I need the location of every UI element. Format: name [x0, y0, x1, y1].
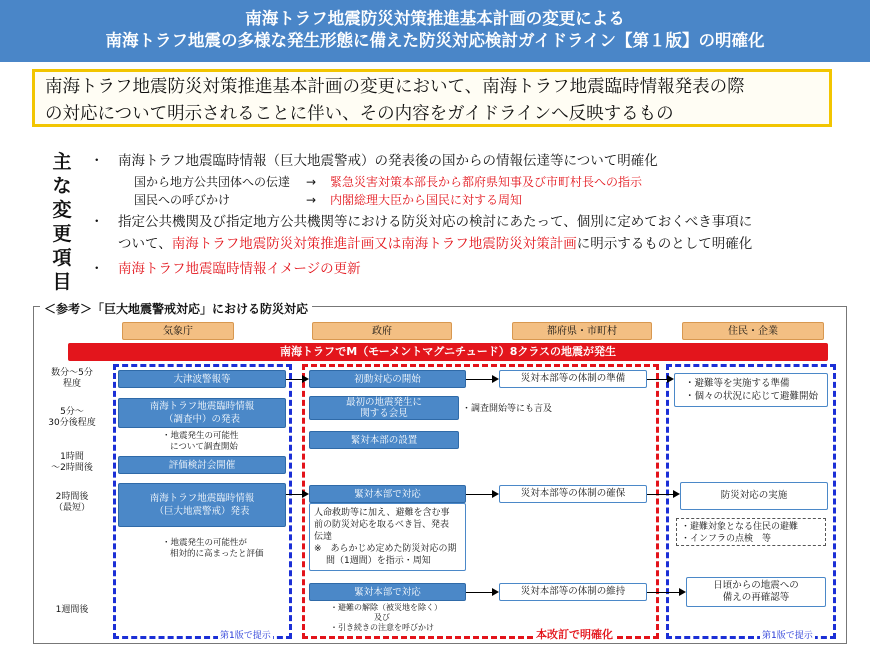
badge-first-edition-right: 第1版で提示 — [760, 628, 815, 641]
time-label — [40, 492, 104, 514]
box-text: ※ あらかじめ定めた防災対応の期 — [314, 544, 457, 554]
box-text: 備えの再確認等 — [722, 592, 790, 603]
title-line-2: 南海トラフ地震の多様な発生形態に備えた防災対応検討ガイドライン【第１版】の明確化 — [105, 31, 765, 50]
box-text: 最初の地震発生に — [345, 397, 422, 408]
bullet-2-line-2 — [118, 234, 752, 254]
box-text: ・避難対象となる住民の避難 — [681, 522, 799, 532]
side-char: な — [52, 175, 72, 197]
hq-response-box-1: 緊対本部で対応 — [309, 485, 466, 503]
main-changes-label — [48, 150, 76, 294]
residents-implement-box: 防災対応の実施 — [680, 482, 828, 510]
summary-box — [32, 69, 832, 127]
bullet-1-sub-1-right: 緊急災害対策本部長から都府県知事及び市町村長への指示 — [330, 175, 643, 189]
time-label — [40, 368, 104, 390]
box-text: 南海トラフ地震臨時情報 — [149, 401, 255, 412]
note-text: 相対的に高まったと評価 — [170, 549, 264, 559]
time-label — [40, 605, 104, 616]
arrow-line — [466, 379, 492, 380]
bullet-1-text: 南海トラフ地震臨時情報（巨大地震警戒）の発表後の国からの情報伝達等について明確化 — [118, 153, 658, 169]
arrowhead-icon — [667, 375, 674, 383]
box-text: ・避難等を実施する準備 — [685, 378, 790, 389]
column-header-jma: 気象庁 — [122, 322, 234, 340]
residents-infra-box — [676, 518, 826, 546]
arrowhead-icon — [679, 588, 686, 596]
arrowhead-icon — [492, 588, 499, 596]
time-text: 2時間後 — [55, 492, 89, 502]
time-text: 30分後程度 — [48, 418, 96, 428]
time-text: 程度 — [62, 379, 81, 389]
box-text: （巨大地震警戒）発表 — [154, 506, 250, 517]
box-text: （調査中）の発表 — [163, 414, 240, 425]
arrow-line — [647, 494, 673, 495]
arrowhead-icon — [302, 375, 309, 383]
badge-first-edition-left: 第1版で提示 — [218, 628, 273, 641]
side-char: 変 — [52, 199, 72, 221]
column-header-residents: 住民・企業 — [682, 322, 824, 340]
note-text: ・地震発生の可能性が — [162, 538, 248, 548]
press-conference-box — [309, 396, 459, 420]
hq-established-box: 緊対本部の設置 — [309, 431, 459, 449]
arrow-line — [466, 494, 492, 495]
bullet-2-line-2-red: 南海トラフ地震防災対策推進計画又は南海トラフ地震防災対策計画 — [171, 236, 577, 252]
column-header-government: 政府 — [312, 322, 452, 340]
final-notes — [330, 603, 442, 633]
press-note: ・調査開始等にも言及 — [462, 404, 553, 414]
provisional-info-investigation-box — [118, 398, 286, 428]
bullet-dot: ・ — [90, 153, 104, 169]
hq-instruction-box — [309, 503, 466, 571]
box-text: 関する会見 — [360, 408, 408, 419]
residents-restart-box — [686, 577, 826, 607]
local-prep-box: 災対本部等の体制の準備 — [499, 370, 647, 388]
arrowhead-icon — [492, 375, 499, 383]
note-text: ・地震発生の可能性 — [162, 431, 239, 441]
note-text: ・避難の解除（被災地を除く） — [330, 603, 442, 612]
bullet-dot: ・ — [90, 261, 104, 277]
arrow-line — [647, 379, 667, 380]
box-text: ・インフラの点検 等 — [681, 534, 772, 544]
local-maintain-box: 災対本部等の体制の維持 — [499, 583, 647, 601]
arrowhead-icon — [492, 490, 499, 498]
bullet-2-line-1: 指定公共機関及び指定地方公共機関等における防災対応の検討にあたって、個別に定めておくべき事項に — [118, 214, 753, 230]
jma-note-2 — [162, 538, 264, 560]
diagram-title: ＜参考＞「巨大地震警戒対応」における防災対応 — [40, 300, 312, 317]
time-text: 5分～ — [60, 407, 84, 417]
residents-prep-box — [674, 373, 828, 407]
bullet-3-text: 南海トラフ地震臨時情報イメージの更新 — [118, 261, 361, 277]
box-text: 日頃からの地震への — [713, 580, 799, 591]
time-text: 1週間後 — [55, 605, 89, 615]
arrow-icon: → — [306, 193, 317, 207]
note-text: 及び — [374, 613, 390, 622]
arrowhead-icon — [673, 490, 680, 498]
side-char: 目 — [52, 271, 72, 293]
column-header-local-gov: 都府県・市町村 — [512, 322, 652, 340]
bullet-1-sub-2-left: 国民への呼びかけ — [134, 193, 231, 207]
bullet-2-line-2-b: に明示するものとして明確化 — [576, 236, 753, 252]
arrowhead-icon — [302, 490, 309, 498]
box-text: ・個々の状況に応じて避難開始 — [685, 391, 819, 402]
title-bar — [0, 0, 870, 62]
summary-line-1: 南海トラフ地震防災対策推進基本計画の変更において、南海トラフ地震臨時情報発表の際 — [45, 77, 745, 97]
side-char: 主 — [52, 151, 72, 173]
initial-response-box: 初動対応の開始 — [309, 370, 466, 388]
local-secure-box: 災対本部等の体制の確保 — [499, 485, 647, 503]
box-text: 前の防災対応を取るべき旨、発表 — [314, 520, 450, 530]
summary-line-2: の対応について明示されることに伴い、その内容をガイドラインへ反映するもの — [45, 104, 674, 124]
arrow-line — [286, 379, 302, 380]
note-text: について調査開始 — [170, 442, 238, 452]
time-text: （最短） — [53, 503, 90, 513]
evaluation-meeting-box: 評価検討会開催 — [118, 456, 286, 474]
box-text: 南海トラフ地震臨時情報 — [149, 493, 255, 504]
hq-response-box-2: 緊対本部で対応 — [309, 583, 466, 601]
tsunami-warning-box: 大津波警報等 — [118, 370, 286, 388]
note-text: ・引き続きの注意を呼びかけ — [330, 623, 434, 632]
arrow-line — [466, 592, 492, 593]
arrow-icon: → — [306, 175, 317, 189]
provisional-info-warning-box — [118, 483, 286, 527]
bullet-1-sub-2-right: 内閣総理大臣から国民に対する周知 — [330, 193, 523, 207]
time-text: 数分～5分 — [51, 368, 93, 378]
earthquake-banner: 南海トラフでM（モーメントマグニチュード）8クラスの地震が発生 — [68, 343, 828, 361]
badge-revised: 本改訂で明確化 — [536, 628, 613, 641]
time-text: ～2時間後 — [51, 463, 93, 473]
side-char: 更 — [52, 223, 72, 245]
bullet-dot: ・ — [90, 214, 104, 230]
arrow-line — [286, 494, 302, 495]
arrow-line — [647, 592, 679, 593]
title-line-1: 南海トラフ地震防災対策推進基本計画の変更による — [245, 9, 625, 28]
time-label — [40, 452, 104, 474]
jma-note-1 — [162, 431, 239, 453]
box-text: 人命救助等に加え、避難を含む事 — [314, 508, 450, 518]
time-text: 1時間 — [60, 452, 84, 462]
bullet-1-sub-1-left: 国から地方公共団体への伝達 — [134, 175, 291, 189]
box-text: 間（1週間）を指示・周知 — [326, 556, 431, 566]
side-char: 項 — [52, 247, 72, 269]
bullet-2-line-2-a: ついて、 — [118, 236, 172, 252]
time-label — [40, 407, 104, 429]
box-text: 伝達 — [314, 532, 333, 542]
